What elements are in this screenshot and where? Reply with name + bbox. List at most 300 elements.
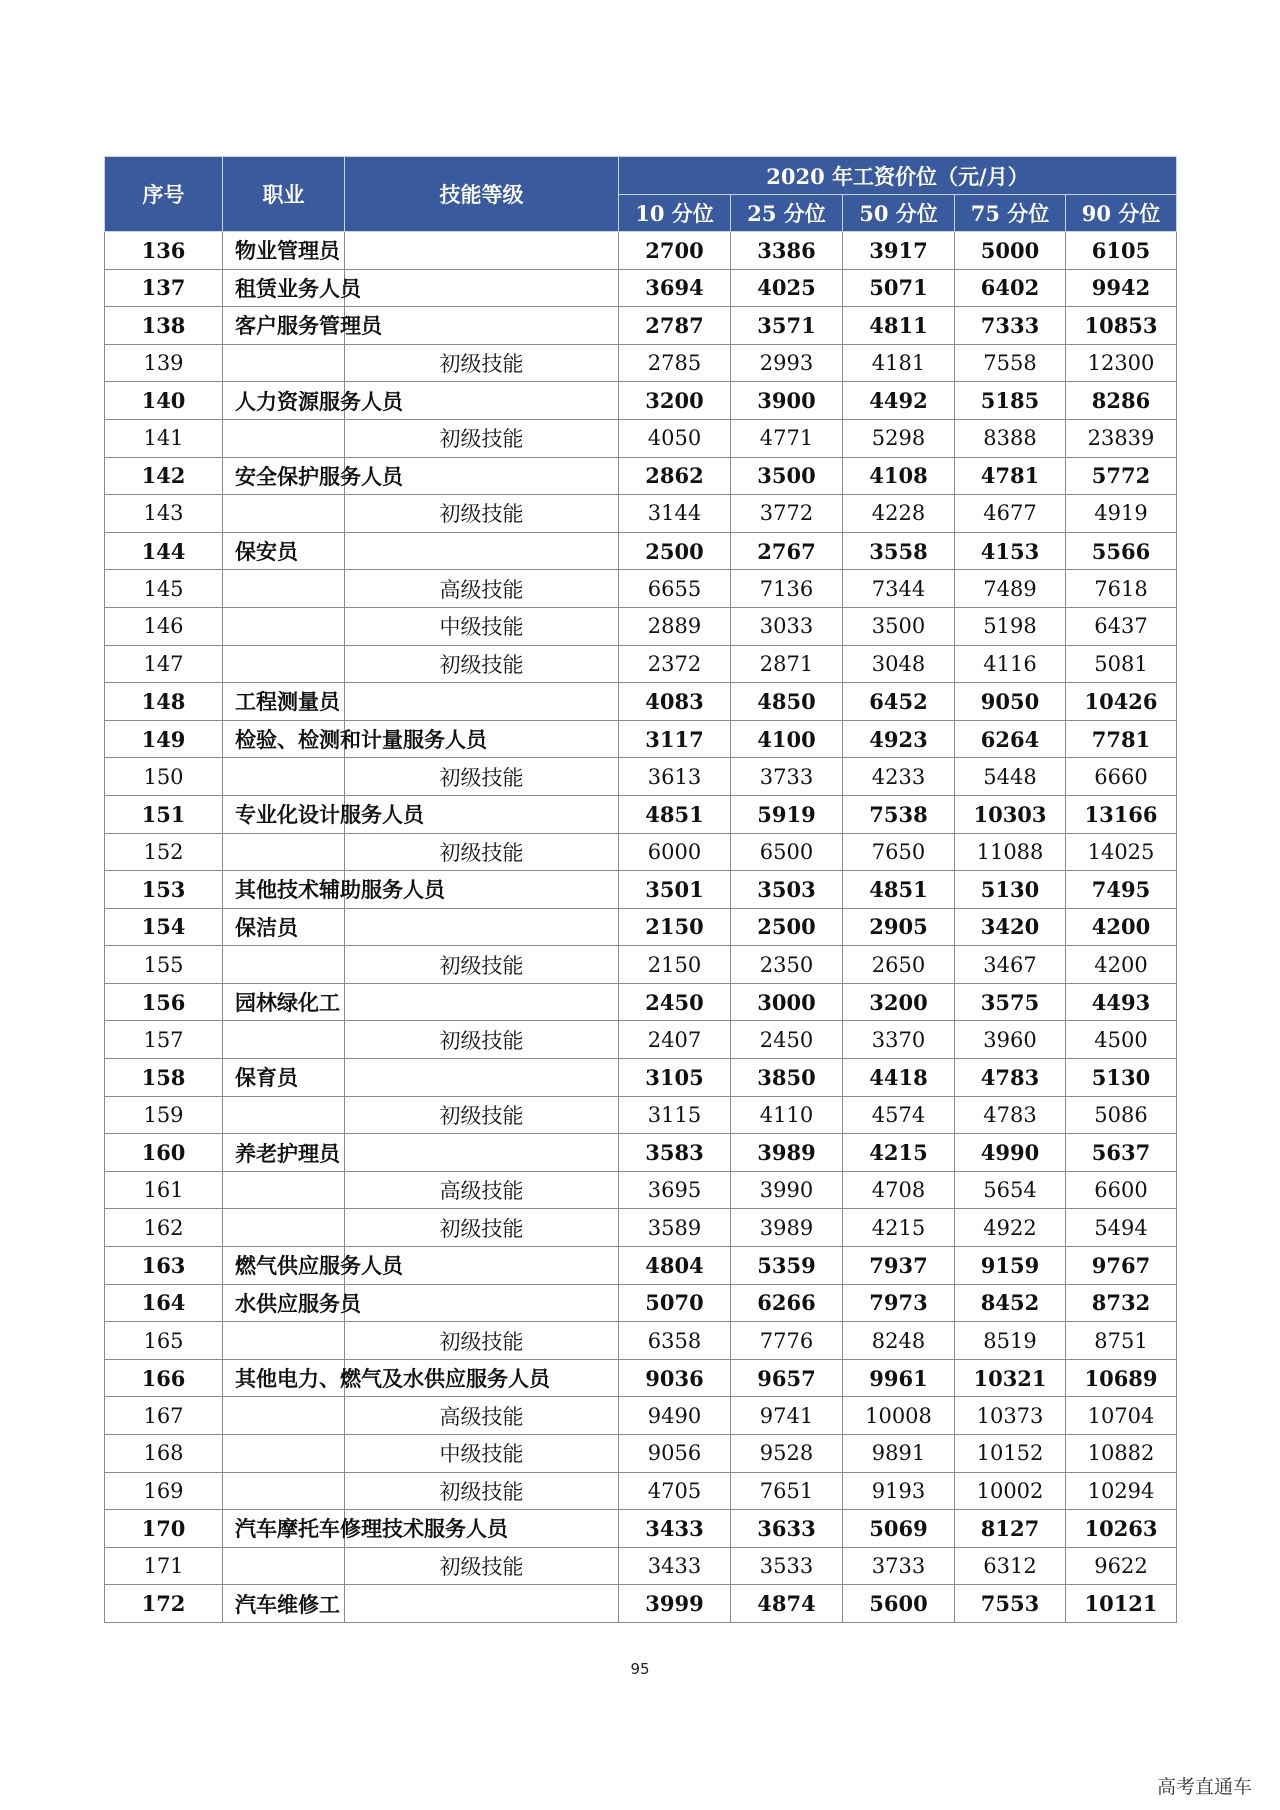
cell-skill-level: 初级技能 (345, 946, 619, 984)
cell-p75: 3960 (955, 1021, 1066, 1059)
cell-p50: 6452 (843, 683, 955, 721)
table-row (105, 1472, 1177, 1510)
cell-seq: 163 (105, 1247, 223, 1285)
cell-p10: 3115 (619, 1096, 731, 1134)
table-row (105, 1435, 1177, 1473)
cell-occupation: 汽车维修工 (223, 1585, 345, 1623)
cell-p75: 8388 (955, 419, 1066, 457)
cell-skill-level (345, 1134, 619, 1172)
table-row (105, 1284, 1177, 1322)
cell-seq: 138 (105, 307, 223, 345)
cell-p10: 2407 (619, 1021, 731, 1059)
cell-p10: 3694 (619, 269, 731, 307)
cell-p10: 4083 (619, 683, 731, 721)
cell-p10: 6000 (619, 833, 731, 871)
cell-seq: 144 (105, 532, 223, 570)
cell-p10: 3999 (619, 1585, 731, 1623)
cell-p25: 7651 (731, 1472, 843, 1510)
cell-p75: 4783 (955, 1059, 1066, 1097)
cell-p50: 3200 (843, 983, 955, 1021)
table-row (105, 1247, 1177, 1285)
cell-p50: 4492 (843, 382, 955, 420)
cell-p75: 5448 (955, 758, 1066, 796)
table-row (105, 532, 1177, 570)
cell-occupation: 保洁员 (223, 908, 345, 946)
cell-p75: 6264 (955, 720, 1066, 758)
header-p10: 10 分位 (619, 195, 731, 232)
cell-skill-level: 高级技能 (345, 1397, 619, 1435)
cell-p50: 4108 (843, 457, 955, 495)
cell-p75: 8452 (955, 1284, 1066, 1322)
cell-p75: 3467 (955, 946, 1066, 984)
cell-occupation (223, 758, 345, 796)
cell-p75: 3420 (955, 908, 1066, 946)
table-row (105, 570, 1177, 608)
cell-p25: 2871 (731, 645, 843, 683)
table-row (105, 833, 1177, 871)
cell-p50: 9891 (843, 1435, 955, 1473)
cell-skill-level: 初级技能 (345, 1209, 619, 1247)
cell-occupation (223, 1397, 345, 1435)
cell-p50: 3048 (843, 645, 955, 683)
cell-p25: 4100 (731, 720, 843, 758)
table-row (105, 645, 1177, 683)
cell-occupation: 检验、检测和计量服务人员 (223, 720, 345, 758)
table-row (105, 983, 1177, 1021)
table-row (105, 419, 1177, 457)
cell-seq: 159 (105, 1096, 223, 1134)
cell-seq: 148 (105, 683, 223, 721)
cell-skill-level: 初级技能 (345, 344, 619, 382)
cell-p10: 3144 (619, 495, 731, 533)
cell-p75: 11088 (955, 833, 1066, 871)
cell-occupation (223, 1435, 345, 1473)
cell-p50: 3370 (843, 1021, 955, 1059)
cell-occupation (223, 1021, 345, 1059)
cell-p75: 3575 (955, 983, 1066, 1021)
cell-p75: 6402 (955, 269, 1066, 307)
table-row (105, 269, 1177, 307)
cell-p75: 10002 (955, 1472, 1066, 1510)
cell-p50: 3917 (843, 232, 955, 270)
cell-p10: 9036 (619, 1359, 731, 1397)
cell-occupation: 汽车摩托车修理技术服务人员 (223, 1510, 345, 1548)
cell-p25: 9657 (731, 1359, 843, 1397)
cell-p90: 8751 (1066, 1322, 1177, 1360)
cell-occupation (223, 1096, 345, 1134)
cell-skill-level (345, 983, 619, 1021)
cell-p90: 4200 (1066, 946, 1177, 984)
cell-p90: 7781 (1066, 720, 1177, 758)
cell-skill-level (345, 908, 619, 946)
page-number: 95 (630, 1660, 650, 1678)
cell-p75: 4783 (955, 1096, 1066, 1134)
cell-p50: 3733 (843, 1547, 955, 1585)
cell-seq: 136 (105, 232, 223, 270)
header-skill-level: 技能等级 (345, 157, 619, 232)
table-row (105, 795, 1177, 833)
cell-p50: 4811 (843, 307, 955, 345)
cell-p25: 3503 (731, 871, 843, 909)
cell-p25: 2450 (731, 1021, 843, 1059)
cell-p50: 4233 (843, 758, 955, 796)
cell-p50: 2905 (843, 908, 955, 946)
cell-p10: 4804 (619, 1247, 731, 1285)
cell-skill-level (345, 532, 619, 570)
cell-p75: 5185 (955, 382, 1066, 420)
cell-p10: 2700 (619, 232, 731, 270)
cell-occupation (223, 645, 345, 683)
cell-p10: 3695 (619, 1171, 731, 1209)
cell-occupation: 物业管理员 (223, 232, 345, 270)
cell-skill-level (345, 1284, 619, 1322)
cell-p90: 6105 (1066, 232, 1177, 270)
cell-p25: 3000 (731, 983, 843, 1021)
cell-p50: 5298 (843, 419, 955, 457)
cell-p90: 6600 (1066, 1171, 1177, 1209)
header-wage-group: 2020 年工资价位（元/月） (619, 157, 1177, 195)
cell-p25: 4110 (731, 1096, 843, 1134)
cell-p25: 9741 (731, 1397, 843, 1435)
table-row (105, 1322, 1177, 1360)
cell-occupation (223, 607, 345, 645)
cell-p25: 3990 (731, 1171, 843, 1209)
cell-skill-level: 高级技能 (345, 570, 619, 608)
cell-seq: 170 (105, 1510, 223, 1548)
cell-occupation (223, 1472, 345, 1510)
cell-p50: 4708 (843, 1171, 955, 1209)
cell-occupation: 专业化设计服务人员 (223, 795, 345, 833)
cell-p25: 6500 (731, 833, 843, 871)
cell-occupation: 保育员 (223, 1059, 345, 1097)
cell-p10: 2372 (619, 645, 731, 683)
cell-p75: 7558 (955, 344, 1066, 382)
cell-p50: 4215 (843, 1134, 955, 1172)
cell-skill-level (345, 1585, 619, 1623)
cell-p75: 4153 (955, 532, 1066, 570)
cell-seq: 149 (105, 720, 223, 758)
cell-p25: 3850 (731, 1059, 843, 1097)
cell-p90: 6437 (1066, 607, 1177, 645)
table-row (105, 871, 1177, 909)
cell-p75: 4677 (955, 495, 1066, 533)
cell-p75: 10373 (955, 1397, 1066, 1435)
cell-p25: 2993 (731, 344, 843, 382)
cell-p10: 3583 (619, 1134, 731, 1172)
cell-p90: 4493 (1066, 983, 1177, 1021)
cell-p90: 10689 (1066, 1359, 1177, 1397)
cell-p90: 10882 (1066, 1435, 1177, 1473)
cell-p25: 2767 (731, 532, 843, 570)
cell-p25: 3633 (731, 1510, 843, 1548)
cell-p75: 4990 (955, 1134, 1066, 1172)
cell-p90: 8286 (1066, 382, 1177, 420)
table-row (105, 1096, 1177, 1134)
cell-p50: 2650 (843, 946, 955, 984)
cell-p90: 7495 (1066, 871, 1177, 909)
table-header (105, 157, 1177, 232)
cell-p10: 3501 (619, 871, 731, 909)
cell-p75: 8519 (955, 1322, 1066, 1360)
cell-p90: 6660 (1066, 758, 1177, 796)
cell-p50: 7538 (843, 795, 955, 833)
cell-seq: 164 (105, 1284, 223, 1322)
cell-seq: 172 (105, 1585, 223, 1623)
cell-seq: 167 (105, 1397, 223, 1435)
cell-p25: 3733 (731, 758, 843, 796)
cell-skill-level (345, 1059, 619, 1097)
header-seq: 序号 (105, 157, 223, 232)
table-row (105, 1359, 1177, 1397)
cell-seq: 162 (105, 1209, 223, 1247)
cell-p90: 10704 (1066, 1397, 1177, 1435)
wage-table (104, 156, 1177, 1623)
cell-p10: 3589 (619, 1209, 731, 1247)
cell-p75: 7489 (955, 570, 1066, 608)
cell-p10: 2862 (619, 457, 731, 495)
cell-skill-level: 初级技能 (345, 1472, 619, 1510)
cell-p50: 5069 (843, 1510, 955, 1548)
cell-p50: 4851 (843, 871, 955, 909)
cell-p75: 5198 (955, 607, 1066, 645)
header-p90: 90 分位 (1066, 195, 1177, 232)
cell-p90: 4200 (1066, 908, 1177, 946)
cell-p90: 23839 (1066, 419, 1177, 457)
cell-p75: 10303 (955, 795, 1066, 833)
cell-p25: 5359 (731, 1247, 843, 1285)
cell-seq: 160 (105, 1134, 223, 1172)
cell-occupation (223, 1209, 345, 1247)
cell-p10: 2450 (619, 983, 731, 1021)
cell-occupation: 工程测量员 (223, 683, 345, 721)
cell-p75: 10321 (955, 1359, 1066, 1397)
table-row (105, 1510, 1177, 1548)
table-row (105, 1547, 1177, 1585)
cell-p50: 4215 (843, 1209, 955, 1247)
cell-skill-level: 初级技能 (345, 645, 619, 683)
cell-occupation (223, 495, 345, 533)
cell-p75: 4922 (955, 1209, 1066, 1247)
cell-p10: 4705 (619, 1472, 731, 1510)
cell-p25: 6266 (731, 1284, 843, 1322)
table-row (105, 946, 1177, 984)
cell-p90: 10853 (1066, 307, 1177, 345)
header-p50: 50 分位 (843, 195, 955, 232)
cell-p75: 4116 (955, 645, 1066, 683)
cell-p90: 9767 (1066, 1247, 1177, 1285)
cell-p25: 3989 (731, 1134, 843, 1172)
cell-p25: 3533 (731, 1547, 843, 1585)
cell-p25: 7136 (731, 570, 843, 608)
cell-p90: 4500 (1066, 1021, 1177, 1059)
cell-skill-level (345, 232, 619, 270)
table-row (105, 607, 1177, 645)
cell-seq: 143 (105, 495, 223, 533)
cell-p90: 12300 (1066, 344, 1177, 382)
cell-p25: 3989 (731, 1209, 843, 1247)
cell-p75: 8127 (955, 1510, 1066, 1548)
cell-p25: 5919 (731, 795, 843, 833)
cell-p10: 2889 (619, 607, 731, 645)
cell-occupation (223, 419, 345, 457)
cell-seq: 145 (105, 570, 223, 608)
cell-occupation (223, 1171, 345, 1209)
cell-seq: 137 (105, 269, 223, 307)
cell-skill-level: 初级技能 (345, 1547, 619, 1585)
cell-p10: 2785 (619, 344, 731, 382)
cell-seq: 157 (105, 1021, 223, 1059)
table-row (105, 1209, 1177, 1247)
cell-skill-level: 初级技能 (345, 833, 619, 871)
cell-occupation (223, 344, 345, 382)
table-row (105, 1059, 1177, 1097)
cell-seq: 153 (105, 871, 223, 909)
cell-p50: 7973 (843, 1284, 955, 1322)
cell-p10: 2150 (619, 946, 731, 984)
table-body (105, 232, 1177, 1623)
cell-p50: 4418 (843, 1059, 955, 1097)
cell-p50: 7344 (843, 570, 955, 608)
cell-p50: 3500 (843, 607, 955, 645)
cell-seq: 141 (105, 419, 223, 457)
cell-p90: 10426 (1066, 683, 1177, 721)
cell-p90: 5494 (1066, 1209, 1177, 1247)
cell-p75: 7553 (955, 1585, 1066, 1623)
cell-occupation (223, 833, 345, 871)
header-p25: 25 分位 (731, 195, 843, 232)
cell-p25: 3571 (731, 307, 843, 345)
cell-seq: 154 (105, 908, 223, 946)
cell-p25: 4850 (731, 683, 843, 721)
cell-p25: 3033 (731, 607, 843, 645)
cell-p10: 2787 (619, 307, 731, 345)
table-row (105, 758, 1177, 796)
table-row (105, 307, 1177, 345)
cell-p90: 9622 (1066, 1547, 1177, 1585)
cell-skill-level: 初级技能 (345, 758, 619, 796)
cell-p75: 9159 (955, 1247, 1066, 1285)
cell-occupation (223, 1547, 345, 1585)
cell-p90: 5637 (1066, 1134, 1177, 1172)
cell-p75: 4781 (955, 457, 1066, 495)
cell-p50: 4228 (843, 495, 955, 533)
cell-seq: 158 (105, 1059, 223, 1097)
cell-p10: 3200 (619, 382, 731, 420)
cell-skill-level (345, 269, 619, 307)
cell-occupation: 养老护理员 (223, 1134, 345, 1172)
cell-p10: 3433 (619, 1510, 731, 1548)
cell-p10: 3613 (619, 758, 731, 796)
cell-p25: 4874 (731, 1585, 843, 1623)
cell-p90: 13166 (1066, 795, 1177, 833)
cell-occupation: 客户服务管理员 (223, 307, 345, 345)
cell-p75: 5654 (955, 1171, 1066, 1209)
cell-seq: 151 (105, 795, 223, 833)
cell-seq: 171 (105, 1547, 223, 1585)
cell-skill-level: 高级技能 (345, 1171, 619, 1209)
cell-skill-level: 初级技能 (345, 495, 619, 533)
cell-p90: 10121 (1066, 1585, 1177, 1623)
table-row (105, 1171, 1177, 1209)
cell-p90: 14025 (1066, 833, 1177, 871)
cell-p50: 4181 (843, 344, 955, 382)
cell-p25: 4025 (731, 269, 843, 307)
cell-p10: 2150 (619, 908, 731, 946)
cell-skill-level: 中级技能 (345, 1435, 619, 1473)
cell-p90: 10294 (1066, 1472, 1177, 1510)
cell-seq: 169 (105, 1472, 223, 1510)
cell-p90: 5772 (1066, 457, 1177, 495)
cell-p50: 9961 (843, 1359, 955, 1397)
cell-seq: 155 (105, 946, 223, 984)
cell-p25: 3900 (731, 382, 843, 420)
cell-p90: 4919 (1066, 495, 1177, 533)
cell-occupation: 租赁业务人员 (223, 269, 345, 307)
cell-occupation: 其他电力、燃气及水供应服务人员 (223, 1359, 345, 1397)
cell-p10: 6358 (619, 1322, 731, 1360)
cell-p50: 9193 (843, 1472, 955, 1510)
cell-p75: 9050 (955, 683, 1066, 721)
cell-p90: 10263 (1066, 1510, 1177, 1548)
table-row (105, 683, 1177, 721)
cell-p50: 5600 (843, 1585, 955, 1623)
cell-p10: 9056 (619, 1435, 731, 1473)
cell-p90: 7618 (1066, 570, 1177, 608)
cell-p50: 7650 (843, 833, 955, 871)
cell-occupation (223, 946, 345, 984)
cell-occupation: 水供应服务员 (223, 1284, 345, 1322)
cell-skill-level: 中级技能 (345, 607, 619, 645)
cell-seq: 146 (105, 607, 223, 645)
cell-p75: 5000 (955, 232, 1066, 270)
cell-occupation: 安全保护服务人员 (223, 457, 345, 495)
cell-skill-level: 初级技能 (345, 1096, 619, 1134)
cell-p25: 9528 (731, 1435, 843, 1473)
table-row (105, 457, 1177, 495)
cell-seq: 142 (105, 457, 223, 495)
cell-p10: 4050 (619, 419, 731, 457)
table-row (105, 908, 1177, 946)
cell-p90: 9942 (1066, 269, 1177, 307)
cell-p90: 8732 (1066, 1284, 1177, 1322)
cell-seq: 150 (105, 758, 223, 796)
cell-occupation: 园林绿化工 (223, 983, 345, 1021)
cell-seq: 166 (105, 1359, 223, 1397)
cell-skill-level: 初级技能 (345, 1322, 619, 1360)
cell-p90: 5566 (1066, 532, 1177, 570)
cell-p10: 3117 (619, 720, 731, 758)
cell-p50: 4574 (843, 1096, 955, 1134)
cell-p90: 5130 (1066, 1059, 1177, 1097)
cell-p10: 3433 (619, 1547, 731, 1585)
cell-occupation: 其他技术辅助服务人员 (223, 871, 345, 909)
cell-skill-level: 初级技能 (345, 1021, 619, 1059)
cell-p25: 2500 (731, 908, 843, 946)
cell-seq: 140 (105, 382, 223, 420)
table-row (105, 720, 1177, 758)
cell-p10: 5070 (619, 1284, 731, 1322)
cell-p25: 7776 (731, 1322, 843, 1360)
cell-occupation (223, 1322, 345, 1360)
cell-p25: 3500 (731, 457, 843, 495)
cell-p25: 3386 (731, 232, 843, 270)
watermark-text: 高考直通车 (1156, 1776, 1252, 1798)
cell-p50: 7937 (843, 1247, 955, 1285)
cell-p10: 9490 (619, 1397, 731, 1435)
cell-p10: 2500 (619, 532, 731, 570)
table-row (105, 382, 1177, 420)
cell-occupation: 燃气供应服务人员 (223, 1247, 345, 1285)
